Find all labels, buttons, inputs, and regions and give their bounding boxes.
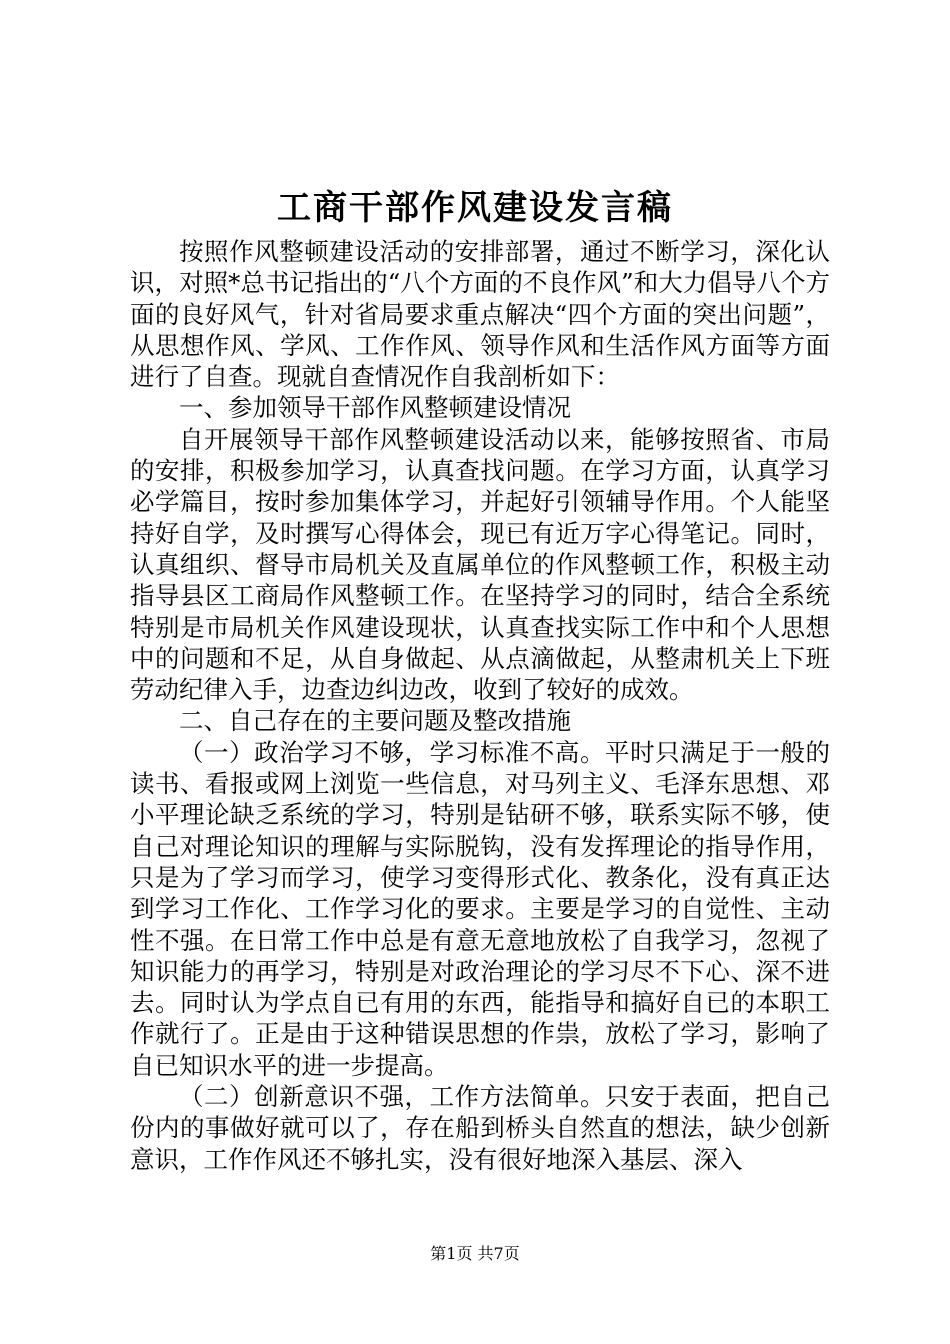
section-heading-1: 一、参加领导干部作风整顿建设情况	[179, 393, 571, 423]
document-title: 工商干部作风建设发言稿	[277, 188, 673, 228]
paragraph-issue-2: （二）创新意识不强，工作方法简单。只安于表面，把自己份内的事做好就可以了，存在船到桥头自然直的想法，缺少创新意识，工作作风还不够扎实，没有很好地深入基层、深入	[130, 1082, 830, 1174]
page-number-footer: 第1页 共7页	[430, 1244, 520, 1263]
document-body	[130, 236, 830, 1175]
section-heading-2: 二、自己存在的主要问题及整改措施	[179, 706, 571, 736]
paragraph-intro: 按照作风整顿建设活动的安排部署，通过不断学习，深化认识，对照*总书记指出的“八个方面的不良作风”和大力倡导八个方面的良好风气，针对省局要求重点解决“四个方面的突出问题”，从思想作风、学风、工作作风、领导作风和生活作风方面等方面进行了自查。现就自查情况作自我剖析如下：	[130, 237, 830, 392]
paragraph-section-1: 自开展领导干部作风整顿建设活动以来，能够按照省、市局的安排，积极参加学习，认真查找问题。在学习方面，认真学习必学篇目，按时参加集体学习，并起好引领辅导作用。个人能坚持好自学，及时撰写心得体会，现已有近万字心得笔记。同时，认真组织、督导市局机关及直属单位的作风整顿工作，积极主动指导县区工商局作风整顿工作。在坚持学习的同时，结合全系统特别是市局机关作风建设现状，认真查找实际工作中和个人思想中的问题和不足，从自身做起、从点滴做起，从整肃机关上下班劳动纪律入手，边查边纠边改，收到了较好的成效。	[130, 424, 830, 705]
paragraph-issue-1: （一）政治学习不够，学习标准不高。平时只满足于一般的读书、看报或网上浏览一些信息，对马列主义、毛泽东思想、邓小平理论缺乏系统的学习，特别是钻研不够，联系实际不够，使自己对理论知识的理解与实际脱钩，没有发挥理论的指导作用，只是为了学习而学习，使学习变得形式化、教条化，没有真正达到学习工作化、工作学习化的要求。主要是学习的自觉性、主动性不强。在日常工作中总是有意无意地放松了自我学习，忽视了知识能力的再学习，特别是对政治理论的学习尽不下心、深不进去。同时认为学点自已有用的东西，能指导和搞好自已的本职工作就行了。正是由于这种错误思想的作祟，放松了学习，影响了自已知识水平的进一步提高。	[130, 737, 830, 1080]
